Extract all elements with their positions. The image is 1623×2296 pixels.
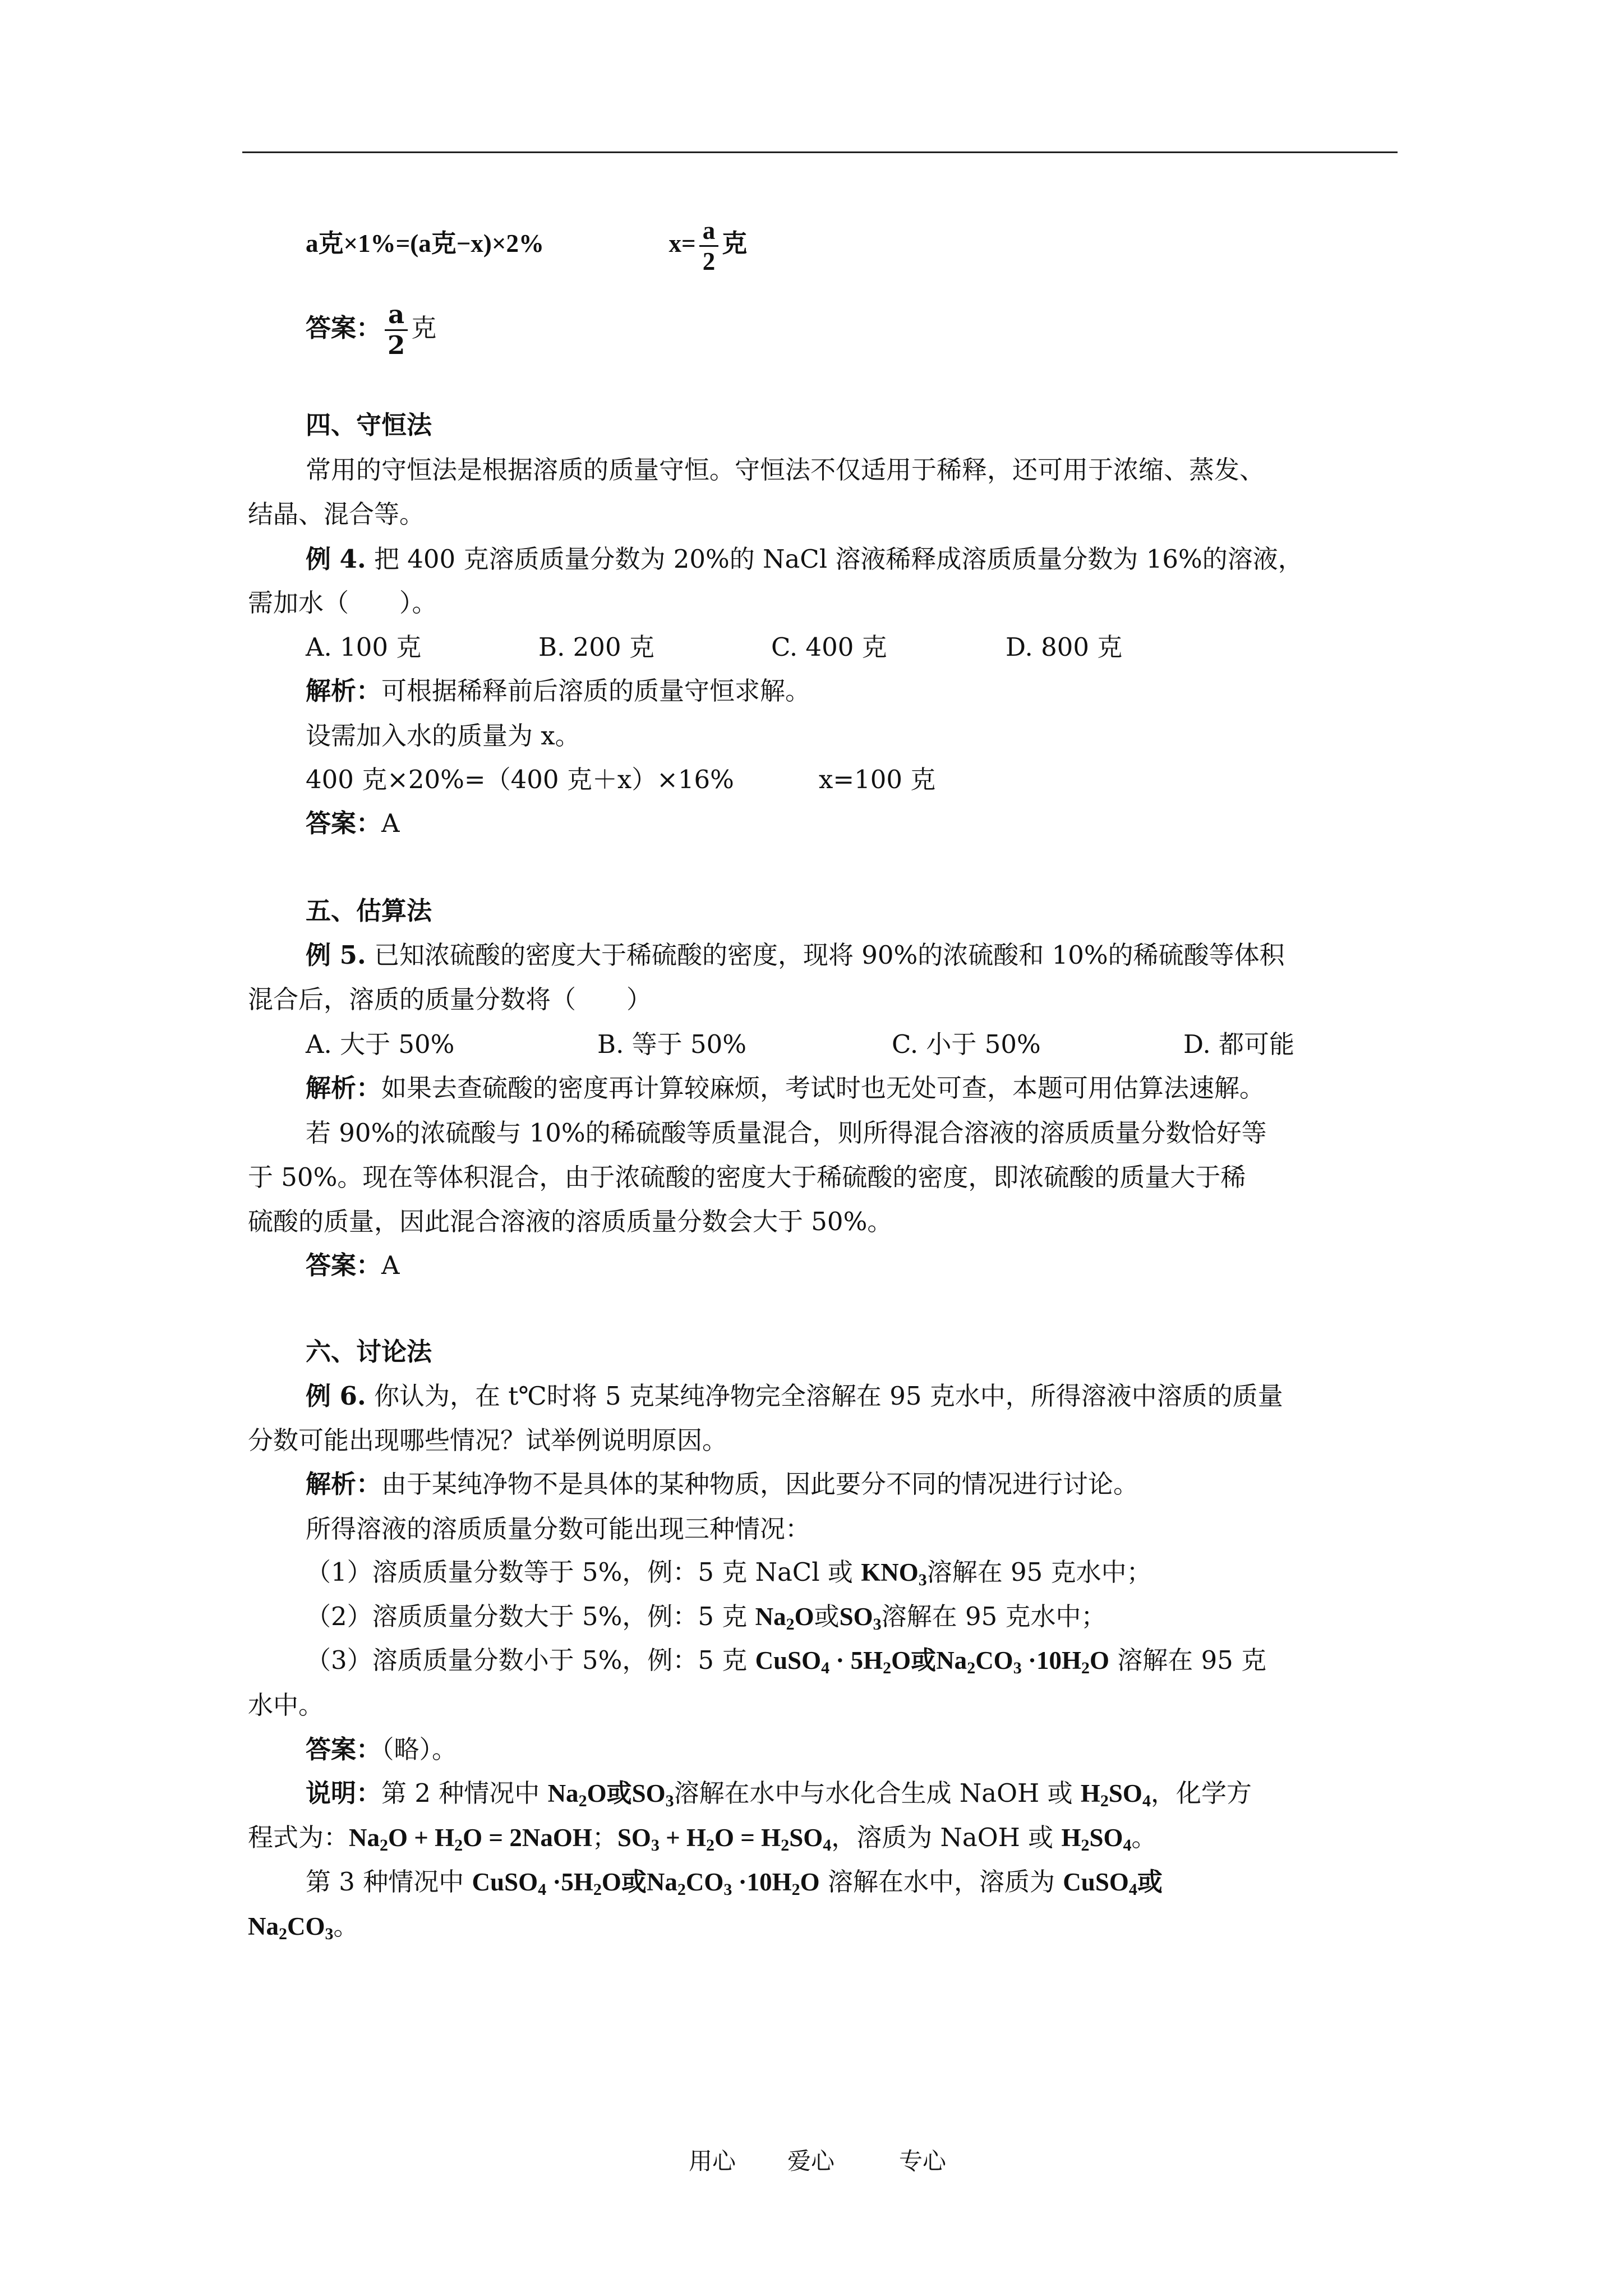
s6-three-cases: 所得溶液的溶质质量分数可能出现三种情况：	[306, 1514, 811, 1544]
s6-note-line2: 程式为：$Na_2O + H_2O$ = 2NaOH；$SO_3 + H_2O = H_2SO_4$，溶质为 NaOH 或 $H_2SO_4$。	[248, 1823, 1157, 1855]
footer-text-3: 专心	[899, 2147, 947, 2175]
s4-analysis: 解析：可根据稀释前后溶质的质量守恒求解。	[306, 676, 811, 706]
s4-let-x: 设需加入水的质量为 x。	[306, 721, 580, 751]
answer-line-top: 答案： $\frac{a}{2}$ 克	[306, 300, 437, 360]
example6-line2: 分数可能出现哪些情况？试举例说明原因。	[248, 1425, 728, 1455]
example4-line2: 需加水（ ）。	[248, 588, 437, 618]
equation-line	[306, 216, 747, 276]
example4-line1: 例 4. 把 400 克溶质质量分数为 20%的 NaCl 溶液稀释成溶质质量分数为 16%的溶液，	[306, 544, 1303, 574]
option-c: C. 400 克	[771, 632, 887, 662]
formula-na2co3-10h2o: $Na_2CO_3 \cdot 10H_2O$	[936, 1646, 1109, 1677]
s4-para1: 常用的守恒法是根据溶质的质量守恒。守恒法不仅适用于稀释，还可用于浓缩、蒸发、	[306, 455, 1265, 485]
option-b: B. 等于 50%	[597, 1029, 747, 1059]
formula-kno3: $KNO_3$	[861, 1558, 927, 1589]
s6-case1: （1）溶质质量分数等于 5%，例：5 克 NaCl 或 $KNO_3$溶解在 95 克水中；	[306, 1557, 1152, 1589]
s4-equation: 400 克×20%=（400 克＋x）×16% x=100 克	[306, 765, 936, 794]
formula-cuso4-5h2o: CuSO$_4$ · $5H_2O$	[755, 1646, 911, 1677]
answer-fraction: $\frac{a}{2}$	[385, 300, 408, 360]
s5-answer: 答案：A	[306, 1250, 400, 1280]
option-c: C. 小于 50%	[892, 1029, 1041, 1059]
s6-note-line1: 说明：第 2 种情况中 $Na_2O$或$SO_3$溶解在水中与水化合生成 NaOH 或 $H_2SO_4$，化学方	[306, 1778, 1252, 1810]
option-d: D. 800 克	[1006, 632, 1123, 662]
section6-title: 六、讨论法	[306, 1337, 432, 1366]
s6-case3: （3）溶质质量分数小于 5%，例：5 克 CuSO$_4$ · $5H_2O$或$Na_2CO_3 \cdot 10H_2O$ 溶解在 95 克	[306, 1645, 1267, 1677]
option-a: A. 100 克	[306, 632, 422, 662]
s6-analysis: 解析：由于某纯净物不是具体的某种物质，因此要分不同的情况进行讨论。	[306, 1469, 1139, 1499]
s6-para3-line1: 第 3 种情况中 CuSO$_4$ $\cdot 5H_2O$或$Na_2CO_3 \cdot 10H_2O$ 溶解在水中，溶质为 CuSO$_4$或	[306, 1867, 1163, 1899]
equation-so3-h2o: $SO_3 + H_2O = H_2SO_4$	[617, 1824, 832, 1855]
example5-line2: 混合后，溶质的质量分数将（ ）	[248, 984, 652, 1014]
s6-case3-cont: 水中。	[248, 1690, 324, 1720]
header-rule	[242, 151, 1398, 153]
option-a: A. 大于 50%	[306, 1029, 455, 1059]
section5-title: 五、估算法	[306, 896, 432, 926]
option-d: D. 都可能	[1183, 1029, 1295, 1059]
fraction-a-over-2: $\frac{a}{2}$	[699, 216, 719, 276]
s5-para3: 硫酸的质量，因此混合溶液的溶质质量分数会大于 50%。	[248, 1207, 893, 1236]
s5-para2: 于 50%。现在等体积混合，由于浓硫酸的密度大于稀硫酸的密度，即浓硫酸的质量大于稀	[248, 1162, 1246, 1192]
s4-para2: 结晶、混合等。	[248, 499, 425, 529]
s5-analysis: 解析：如果去查硫酸的密度再计算较麻烦，考试时也无处可查，本题可用估算法速解。	[306, 1073, 1265, 1103]
s4-answer: 答案：A	[306, 808, 400, 838]
formula-so3: $SO_3$	[839, 1603, 882, 1634]
answer-label: 答案：	[306, 313, 382, 343]
s6-para3-line2: $Na_2CO_3$。	[248, 1911, 359, 1943]
example6-line1: 例 6. 你认为，在 t℃时将 5 克某纯净物完全溶解在 95 克水中，所得溶液中溶质的质量	[306, 1381, 1283, 1411]
equation-left: a克×1%=(a克−x)×2%	[306, 229, 545, 257]
example5-line1: 例 5. 已知浓硫酸的密度大于稀硫酸的密度，现将 90%的浓硫酸和 10%的稀硫酸等体积	[306, 940, 1285, 970]
formula-na2o: $Na_2O$	[755, 1603, 814, 1634]
s6-case2: （2）溶质质量分数大于 5%，例：5 克 $Na_2O$或$SO_3$溶解在 95 克水中；	[306, 1602, 1106, 1634]
footer-text-1: 用心	[689, 2147, 736, 2175]
equation-x: x=	[668, 229, 696, 257]
option-b: B. 200 克	[538, 632, 654, 662]
equation-na2o-h2o: $Na_2O + H_2O$ = 2NaOH	[349, 1824, 592, 1855]
footer-text-2: 爱心	[787, 2147, 835, 2175]
unit: 克	[722, 229, 748, 257]
s5-para1: 若 90%的浓硫酸与 10%的稀硫酸等质量混合，则所得混合溶液的溶质质量分数恰好等	[306, 1118, 1267, 1148]
section4-title: 四、守恒法	[306, 410, 432, 440]
s6-answer: 答案：（略）。	[306, 1734, 458, 1764]
